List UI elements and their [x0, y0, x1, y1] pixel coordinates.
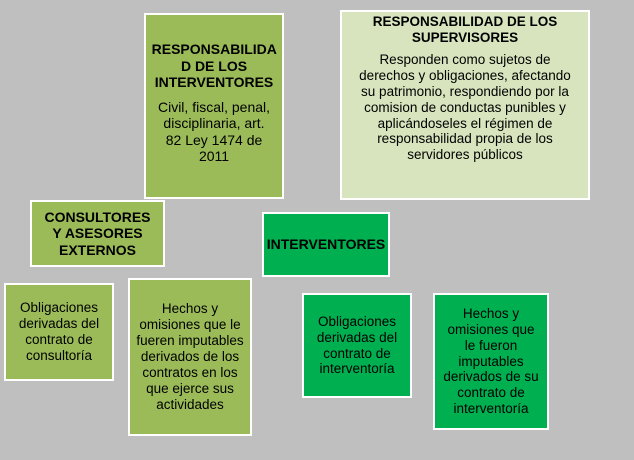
interventores-responsibility-text: Civil, fiscal, penal, disciplinaria, art. 82 Ley 1474 de 2011 — [157, 98, 271, 165]
interventoria-obligations-text: Obligaciones derivadas del contrato de interventoría — [316, 313, 398, 377]
supervisores-responsibility-text: Responden como sujetos de derechos y obligaciones, afectando su patrimonio, respondiendo por la comision de conductas punibles y aplicándoseles el régimen de responsabilidad propia de los servidores públicos — [359, 51, 571, 163]
interventores-title: INTERVENTORES — [266, 236, 386, 253]
interventoria-obligations-box — [302, 293, 412, 398]
interventores-responsibility-title: RESPONSABILIDA D DE LOS INTERVENTORES — [151, 41, 277, 91]
consultoria-obligations-text: Obligaciones derivadas del contrato de consultoría — [18, 300, 100, 363]
consultoria-obligations-box — [4, 283, 114, 381]
supervisores-responsibility-box — [340, 10, 590, 200]
interventores-acts-box — [433, 293, 549, 430]
interventores-responsibility-box — [144, 13, 284, 199]
interventores-title-box — [262, 212, 390, 277]
consultores-acts-box — [128, 278, 252, 436]
consultores-acts-text: Hechos y omisiones que le fueren imputables derivados de los contratos en los que ejerce sus actividades — [136, 301, 244, 412]
supervisores-responsibility-title: RESPONSABILIDAD DE LOS SUPERVISORES — [372, 14, 558, 45]
consultores-title-box — [30, 200, 165, 267]
consultores-title: CONSULTORES Y ASESORES EXTERNOS — [44, 208, 151, 258]
interventores-acts-text: Hechos y omisiones que le fueron imputables derivados de su contrato de interventoría — [443, 305, 539, 417]
